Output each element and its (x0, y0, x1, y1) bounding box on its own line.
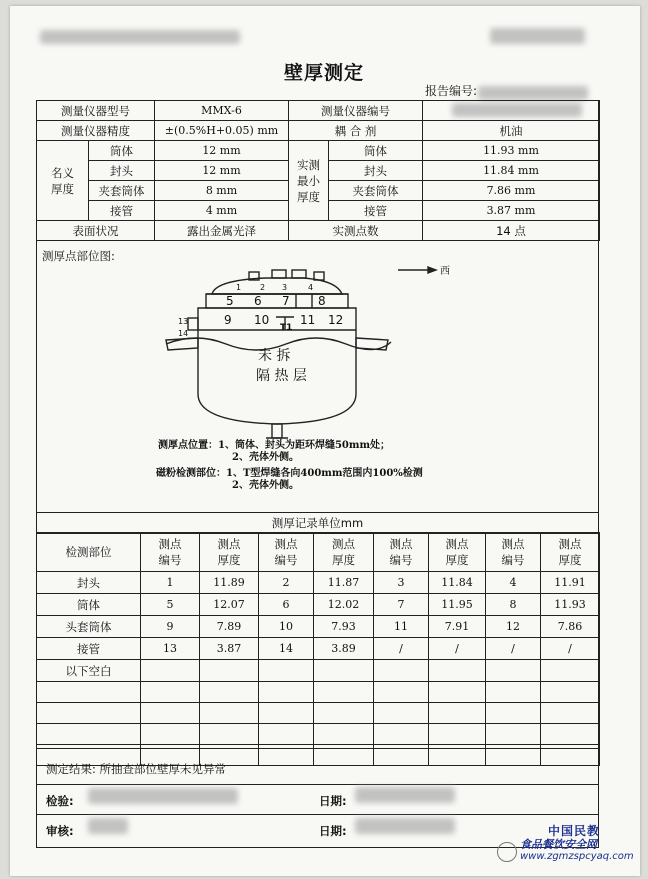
point-number-cell: 3 (374, 572, 429, 594)
side-nozzle (188, 318, 198, 330)
thickness-cell: 3.89 (314, 638, 374, 660)
blank-cell (429, 682, 486, 703)
note-2-line-1: 磁粉检测部位：1、T型焊缝各向400mm范围内100%检测 (156, 468, 423, 479)
measured-part: 筒体 (329, 141, 423, 161)
blank-cell (314, 703, 374, 724)
nominal-part: 夹套筒体 (89, 181, 155, 201)
blank-cell (541, 682, 600, 703)
measured-part: 封头 (329, 161, 423, 181)
point-number-cell: 11 (374, 616, 429, 638)
watermark-line-2: 食品餐饮安全网 (520, 838, 597, 851)
surface-value: 露出金属光泽 (155, 221, 289, 241)
report-number-label: 报告编号: (425, 84, 478, 98)
thickness-record-table (36, 532, 600, 766)
header-part: 检测部位 (37, 533, 141, 572)
header-thickness: 测点厚度 (200, 533, 259, 572)
point-number-cell (141, 660, 200, 682)
table-row (37, 594, 600, 616)
table-row (37, 572, 600, 594)
nominal-group-label: 名义厚度 (37, 141, 89, 221)
blank-cell (374, 724, 429, 745)
points-value: 14 点 (423, 221, 600, 241)
nominal-value: 8 mm (155, 181, 289, 201)
redacted-header-right (490, 28, 585, 44)
table-row (37, 638, 600, 660)
point-number-cell: 6 (259, 594, 314, 616)
blank-cell (37, 682, 141, 703)
thickness-cell: / (541, 638, 600, 660)
thickness-cell: 11.84 (429, 572, 486, 594)
row-part: 封头 (37, 572, 141, 594)
measured-part: 接管 (329, 201, 423, 221)
note-2-line-2: 2、壳体外侧。 (232, 480, 299, 491)
head-point: 4 (308, 283, 314, 292)
surface-label: 表面状况 (37, 221, 155, 241)
blank-cell (259, 703, 314, 724)
head-point: 3 (282, 283, 288, 292)
result-label: 测定结果: (46, 762, 96, 776)
insulation-text-1: 未 拆 (258, 348, 291, 364)
result-row (36, 748, 599, 784)
redacted-report-number (478, 86, 588, 100)
inspect-date-label: 日期: (319, 794, 347, 808)
model-value: MMX-6 (155, 101, 289, 121)
row-part: 以下空白 (37, 660, 141, 682)
blank-cell (374, 682, 429, 703)
nominal-part: 接管 (89, 201, 155, 221)
jacket-point: 5 (226, 294, 234, 308)
thickness-cell: / (429, 638, 486, 660)
side-point: 13 (178, 317, 189, 326)
thickness-cell: 11.91 (541, 572, 600, 594)
page-title: 壁厚测定 (283, 62, 364, 84)
blank-row (37, 682, 600, 703)
watermark-line-1: 中国民教 (548, 824, 601, 838)
nominal-part: 筒体 (89, 141, 155, 161)
redacted-inspect-date (355, 787, 455, 803)
nominal-value: 12 mm (155, 161, 289, 181)
nominal-part: 封头 (89, 161, 155, 181)
point-number-cell: 5 (141, 594, 200, 616)
t1-marker: T1 (280, 323, 293, 333)
blank-cell (314, 724, 374, 745)
top-nozzle (272, 270, 286, 278)
points-label: 实测点数 (289, 221, 423, 241)
point-number-cell (486, 660, 541, 682)
header-thickness: 测点厚度 (429, 533, 486, 572)
point-number-cell (259, 660, 314, 682)
note-1-line-1: 测厚点位置：1、筒体、封头为距环焊缝50mm处； (158, 440, 391, 451)
thickness-cell (429, 660, 486, 682)
measured-value: 11.93 mm (423, 141, 600, 161)
header-thickness: 测点厚度 (541, 533, 600, 572)
thickness-cell: 3.87 (200, 638, 259, 660)
table-row (37, 660, 600, 682)
thickness-cell (541, 660, 600, 682)
blank-cell (37, 703, 141, 724)
thickness-cell: 7.91 (429, 616, 486, 638)
blank-row (37, 703, 600, 724)
point-number-cell: 9 (141, 616, 200, 638)
couplant-label: 耦 合 剂 (289, 121, 423, 141)
table-row (37, 616, 600, 638)
blank-cell (141, 682, 200, 703)
blank-cell (541, 703, 600, 724)
thickness-cell: 12.07 (200, 594, 259, 616)
number-value (423, 101, 600, 121)
number-label: 测量仪器编号 (289, 101, 423, 121)
measured-value: 7.86 mm (423, 181, 600, 201)
point-number-cell: 13 (141, 638, 200, 660)
couplant-value: 机油 (423, 121, 600, 141)
blank-cell (141, 724, 200, 745)
point-number-cell: / (486, 638, 541, 660)
nominal-value: 4 mm (155, 201, 289, 221)
redacted-inspector (88, 788, 238, 804)
blank-cell (486, 724, 541, 745)
thickness-cell: 7.89 (200, 616, 259, 638)
result-text: 所抽查部位壁厚未见异常 (99, 762, 227, 776)
point-number-cell: 1 (141, 572, 200, 594)
thickness-cell (200, 660, 259, 682)
row-part: 头套筒体 (37, 616, 141, 638)
head-point: 2 (260, 283, 266, 292)
diagram-label: 测厚点部位图: (42, 249, 115, 263)
point-number-cell: / (374, 638, 429, 660)
instrument-table (36, 100, 600, 241)
thickness-cell: 7.93 (314, 616, 374, 638)
thickness-cell: 7.86 (541, 616, 600, 638)
measured-part: 夹套筒体 (329, 181, 423, 201)
point-number-cell: 10 (259, 616, 314, 638)
west-arrow-head (428, 267, 436, 273)
insulation-text-2: 隔 热 层 (256, 368, 307, 384)
review-date-label: 日期: (319, 824, 347, 838)
thickness-cell: 11.87 (314, 572, 374, 594)
shell-point: 11 (300, 313, 316, 327)
header-thickness: 测点厚度 (314, 533, 374, 572)
blank-cell (429, 703, 486, 724)
inspect-label: 检验: (46, 794, 74, 808)
thickness-cell: 12.02 (314, 594, 374, 616)
blank-cell (259, 682, 314, 703)
blank-cell (429, 724, 486, 745)
side-point: 14 (178, 329, 189, 338)
measured-group-label: 实测最小厚度 (289, 141, 329, 221)
blank-cell (200, 703, 259, 724)
blank-cell (259, 724, 314, 745)
header-point-no: 测点编号 (486, 533, 541, 572)
review-label: 审核: (46, 824, 74, 838)
point-number-cell: 12 (486, 616, 541, 638)
point-number-cell: 2 (259, 572, 314, 594)
row-part: 筒体 (37, 594, 141, 616)
blank-cell (486, 682, 541, 703)
point-number-cell: 8 (486, 594, 541, 616)
measured-value: 3.87 mm (423, 201, 600, 221)
precision-value: ±(0.5%H+0.05) mm (155, 121, 289, 141)
jacket-point: 7 (282, 294, 290, 308)
jacket-point: 6 (254, 294, 262, 308)
thickness-cell: 11.93 (541, 594, 600, 616)
blank-cell (141, 703, 200, 724)
nominal-value: 12 mm (155, 141, 289, 161)
note-1-line-2: 2、壳体外侧。 (232, 452, 299, 463)
thickness-cell: 11.89 (200, 572, 259, 594)
thickness-cell: 11.95 (429, 594, 486, 616)
blank-cell (37, 724, 141, 745)
point-number-cell: 7 (374, 594, 429, 616)
header-point-no: 测点编号 (259, 533, 314, 572)
head-point: 1 (236, 283, 242, 292)
shell-point: 12 (328, 313, 344, 327)
shell-point: 10 (254, 313, 270, 327)
watermark-url: www.zgmzspcyaq.com (520, 851, 634, 862)
redacted-header-left (40, 30, 240, 44)
point-number-cell: 14 (259, 638, 314, 660)
blank-cell (200, 724, 259, 745)
redacted-reviewer (88, 818, 128, 834)
right-lug (356, 338, 388, 350)
record-title: 测厚记录单位mm (36, 512, 599, 534)
blank-cell (374, 703, 429, 724)
measured-value: 11.84 mm (423, 161, 600, 181)
row-part: 接管 (37, 638, 141, 660)
thickness-cell (314, 660, 374, 682)
top-nozzle (292, 270, 306, 278)
point-number-cell (374, 660, 429, 682)
model-label: 测量仪器型号 (37, 101, 155, 121)
top-head (212, 278, 342, 294)
jacket-point: 8 (318, 294, 326, 308)
redacted-review-date (355, 818, 455, 834)
blank-row (37, 724, 600, 745)
wechat-icon (497, 842, 517, 862)
point-number-cell: 4 (486, 572, 541, 594)
blank-cell (486, 703, 541, 724)
shell-point: 9 (224, 313, 232, 327)
precision-label: 测量仪器精度 (37, 121, 155, 141)
header-point-no: 测点编号 (374, 533, 429, 572)
blank-cell (541, 724, 600, 745)
blank-cell (200, 682, 259, 703)
blank-cell (314, 682, 374, 703)
direction-label: 西 (440, 266, 450, 277)
thickness-point-diagram (36, 244, 599, 512)
header-point-no: 测点编号 (141, 533, 200, 572)
